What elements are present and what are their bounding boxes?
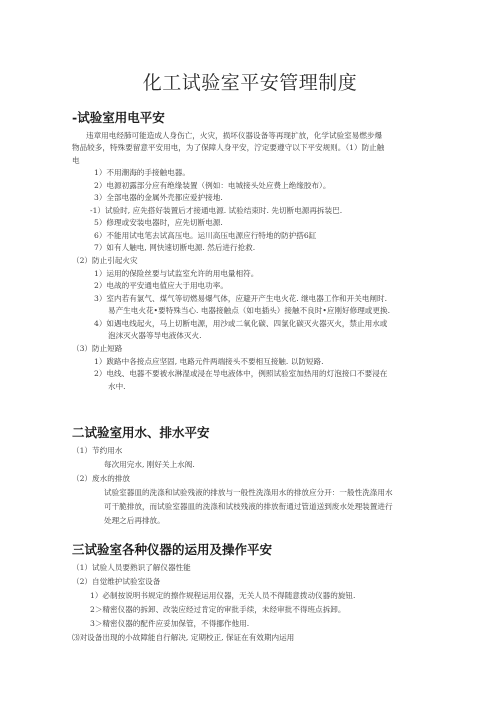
list-item: 2＞精密仪器的拆卸、改装应经过肯定的审批手续，未经审批不得班点拆卸。 [90,605,346,614]
subsection-label: （1）节约用水 [72,446,123,455]
section-heading-instruments: 三试验室各种仪器的运用及操作平安 [72,542,273,557]
list-item: 1）不用潮海的手接触电器。 [94,168,190,177]
list-item: 3）全部电器的金属外壳都应爱护接地. [94,193,223,202]
list-item: 5）修理或安装电器时，应先切断电源. [94,218,223,227]
subsection-label: （2）自觉维护试验室设备 [72,577,161,586]
paragraph-line: 可干脆排放，而试验室器皿的洗涤和试枝残液的排放衔通过管道送到废水处理装置进行 [104,502,393,511]
subsection-label: （3）防止短路 [72,344,123,353]
list-item: 7）如有人触电, 网快速切断电源. 然后进行抢救. [94,243,256,252]
section-heading-electricity: -试验室用电平安 [72,110,165,125]
section-heading-water: 二试验室用水、排水平安 [72,425,210,440]
list-item: 1）必制按说明书规定的擦作规程运用仪器，无关人员不得随意拨动仪器的旋钮. [90,591,356,600]
list-item: 2）电源初露部分应有绝缘装置（例如：电城接头处应费上绝缘胶布）。 [94,181,331,190]
subsection-label: （2）防止引起火灾 [72,256,138,265]
list-item: 3＞精密仪器的配件应妥加保管，不得挪作他用. [90,619,250,628]
list-item-continuation: 水中. [108,382,126,391]
list-item: 2）电战的平安通电值应大于用电功率。 [94,281,228,290]
list-item-continuation: 泡沫灭火器等导电液体灭火. [108,331,202,340]
list-item: 4）如遇电线起火，马上切断电源，用沙或二氧化碳、四氯化碳灭火器灭火，禁止用水或 [94,319,388,328]
subsection-label: （2）废水的排放 [72,474,130,483]
document-title: 化工试验室平安管理制度 [142,72,358,94]
list-item: 3）室内若有氯气、煤气等切燃易爆气体，应避开产生电火花. 继电器工作和开关电闸时. [94,294,388,303]
list-item: -1）试验时, 应先搭好装置后才接通电源. 试验结束时. 先切断电源再拆装巴. [90,206,343,215]
paragraph-line: 处理之后再排放。 [104,516,165,525]
paragraph-line: 试验室器皿的洗涤和试验残液的排放与一般性洗涤用水的排放应分开：一般性洗涤用水 [104,488,393,497]
list-item: 2）电线、电器不要被水淋湿或浸在导电液体中，例照试验室加热用的灯泡接口不要浸在 [94,369,388,378]
subsection-label: ⑶对设备出现的小故障能自行解决, 定期校正, 保证在有效期内运用 [72,633,295,642]
paragraph-line: 物品较多，特殊要留意平安用电，为了保障人身平安，泞定要遵守以下平安规则。（1）防止触 [72,143,385,152]
paragraph-line: 电 [72,156,80,165]
paragraph-line: 每次用完水, 刚好关上水阀. [104,460,195,469]
list-item-continuation: 易产生电火花•要特殊当心. 电器接触点（如电插头）接触不良时•应刚好修理或更换. [108,306,390,315]
subsection-label: （1）试验人员要熟识了解仪器性能 [72,563,191,572]
list-item: 6）不能用试电笔去试高压电。运川高压电源应行特地的防护搭6缸 [94,231,317,240]
paragraph-line: 违章用电经肺可能造成人身伤亡，火灾，损坏仪器设备等再现扩放，化学试验室易燃步爆 [86,131,383,140]
list-item: 1）运用的保险丝要与试监室允许的用电量相符。 [94,269,259,278]
list-item: 1）跋路中各接点应坚固, 电路元件两端接头不要相互接触. 以防短路. [94,357,324,366]
